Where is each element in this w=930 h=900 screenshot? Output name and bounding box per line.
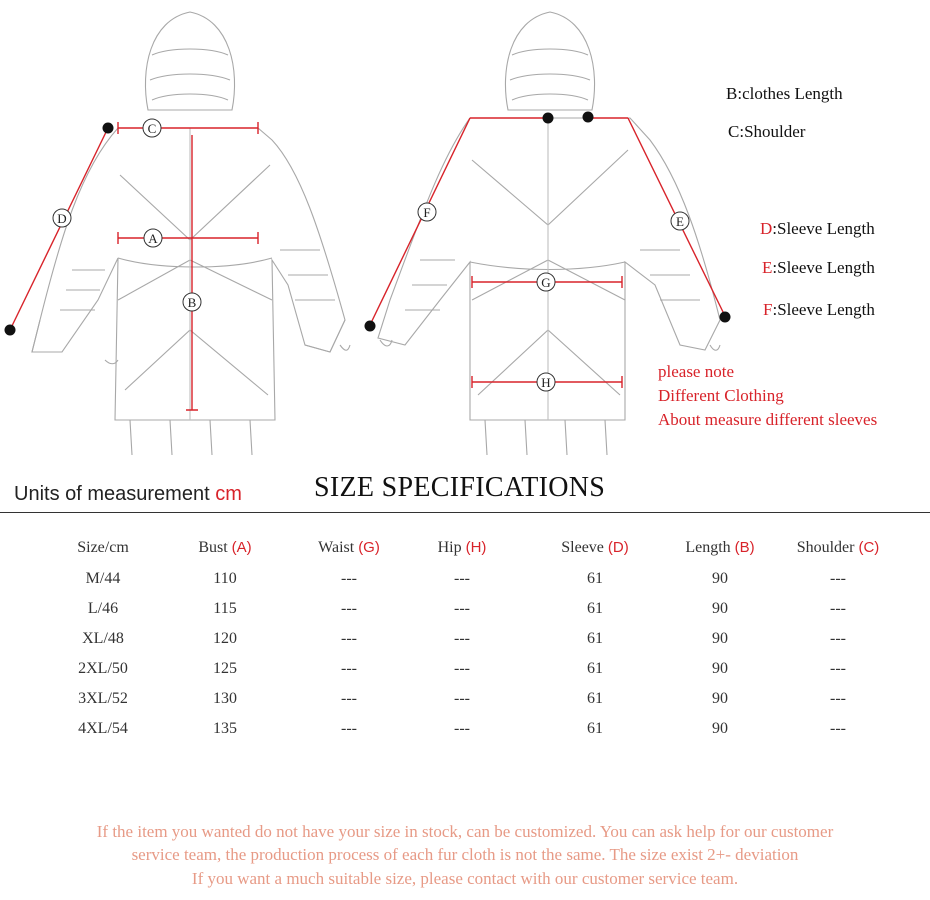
table-cell-shoulder: --- (830, 570, 846, 587)
header-key: (A) (231, 539, 252, 556)
header-key: (G) (358, 539, 380, 556)
marker-d: D (57, 211, 67, 226)
marker-f: F (423, 205, 431, 220)
table-cell-bust: 110 (213, 570, 237, 587)
header-key: (H) (465, 539, 487, 556)
header-size (77, 539, 129, 557)
table-cell-length: 90 (712, 630, 728, 647)
legend-d-letter: D (760, 219, 773, 238)
table-cell-sleeve: 61 (587, 600, 603, 617)
table-cell-size: 2XL/50 (78, 660, 128, 677)
header-label: Sleeve (561, 539, 608, 556)
table-cell-size: 3XL/52 (78, 690, 128, 707)
header-shoulder (797, 539, 880, 557)
table-cell-shoulder: --- (830, 630, 846, 647)
table-cell-bust: 125 (213, 660, 237, 677)
table-cell-sleeve: 61 (587, 660, 603, 677)
table-cell-sleeve: 61 (587, 570, 603, 587)
legend-f-letter: F (763, 300, 773, 319)
table-cell-waist: --- (341, 630, 357, 647)
table-cell-shoulder: --- (830, 690, 846, 707)
legend-e-letter: E (762, 258, 773, 277)
table-cell-shoulder: --- (830, 600, 846, 617)
measure-endpoints (5, 112, 731, 336)
table-cell-hip: --- (454, 570, 470, 587)
marker-b: B (187, 295, 197, 310)
table-cell-size: 4XL/54 (78, 720, 128, 737)
marker-h: H (541, 375, 551, 390)
table-cell-length: 90 (712, 720, 728, 737)
legend-b-letter: B (726, 84, 738, 103)
header-hip (438, 539, 487, 557)
table-cell-waist: --- (341, 660, 357, 677)
table-cell-size: XL/48 (82, 630, 124, 647)
table-cell-shoulder: --- (830, 660, 846, 677)
header-key: (D) (607, 539, 629, 556)
table-cell-length: 90 (712, 660, 728, 677)
table-cell-hip: --- (454, 720, 470, 737)
table-cell-length: 90 (712, 570, 728, 587)
title-divider (0, 512, 930, 513)
legend-b-text: :clothes Length (737, 84, 843, 103)
table-cell-waist: --- (341, 600, 357, 617)
front-coat-sketch (32, 12, 350, 455)
note-line-2: Different Clothing (658, 386, 784, 405)
header-sleeve (561, 539, 628, 557)
marker-e: E (676, 214, 684, 229)
note-line-3: About measure different sleeves (658, 410, 878, 429)
header-label: Waist (318, 539, 359, 556)
size-specifications-title: SIZE SPECIFICATIONS (314, 472, 606, 503)
header-label: Hip (437, 539, 466, 556)
legend-f-text: :Sleeve Length (772, 300, 875, 319)
table-cell-hip: --- (454, 600, 470, 617)
note-line-1: please note (658, 362, 734, 381)
table-cell-length: 90 (712, 600, 728, 617)
units-value: cm (215, 483, 242, 505)
marker-g: G (541, 275, 551, 290)
table-cell-waist: --- (341, 690, 357, 707)
table-cell-bust: 120 (213, 630, 237, 647)
legend-d-text: :Sleeve Length (772, 219, 875, 238)
table-cell-bust: 135 (213, 720, 237, 737)
table-cell-sleeve: 61 (587, 720, 603, 737)
table-cell-hip: --- (454, 630, 470, 647)
header-length (685, 539, 754, 557)
legend-f (763, 300, 875, 320)
marker-c: C (147, 121, 157, 136)
legend-c-text: :Shoulder (739, 122, 806, 141)
header-key: (C) (858, 539, 880, 556)
legend-c-letter: C (728, 122, 740, 141)
legend-e (762, 258, 875, 278)
legend-e-text: :Sleeve Length (772, 258, 875, 277)
units-of-measurement (14, 483, 242, 506)
footer-line-1: If the item you wanted do not have your size in stock, can be customized. You can ask help for our customer (96, 822, 834, 841)
table-cell-bust: 115 (213, 600, 237, 617)
table-cell-length: 90 (712, 690, 728, 707)
header-key: (B) (734, 539, 755, 556)
table-cell-hip: --- (454, 690, 470, 707)
footer-line-2: service team, the production process of each fur cloth is not the same. The size exist 2+- deviation (131, 845, 799, 864)
table-cell-size: L/46 (87, 600, 119, 617)
table-cell-waist: --- (341, 720, 357, 737)
table-cell-sleeve: 61 (587, 690, 603, 707)
header-bust (198, 539, 251, 557)
marker-circles (53, 119, 689, 391)
table-cell-size: M/44 (85, 570, 121, 587)
footer-line-3: If you want a much suitable size, please contact with our customer service team. (191, 869, 739, 888)
table-cell-hip: --- (454, 660, 470, 677)
header-label: Bust (198, 539, 232, 556)
header-label: Shoulder (796, 539, 859, 556)
header-label: Size/cm (77, 539, 129, 556)
legend-b (726, 84, 843, 104)
table-cell-bust: 130 (213, 690, 237, 707)
legend-c (728, 122, 805, 142)
table-cell-waist: --- (341, 570, 357, 587)
units-label: Units of measurement (14, 483, 216, 505)
header-label: Length (685, 539, 735, 556)
legend-d (760, 219, 875, 239)
table-cell-shoulder: --- (830, 720, 846, 737)
table-cell-sleeve: 61 (587, 630, 603, 647)
marker-a: A (148, 231, 158, 246)
header-waist (318, 539, 380, 557)
